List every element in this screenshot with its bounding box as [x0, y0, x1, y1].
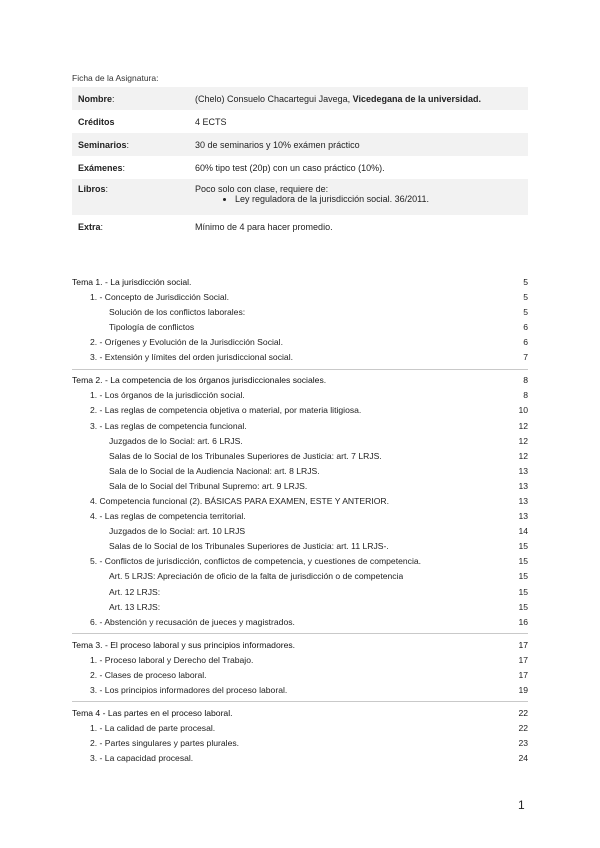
- toc-entry[interactable]: 3. - Las reglas de competencia funcional. 12: [90, 420, 528, 431]
- row-extra: [72, 215, 528, 238]
- toc-entry[interactable]: 1. - Concepto de Jurisdicción Social. 5: [90, 292, 528, 303]
- toc-entry[interactable]: Sala de lo Social del Tribunal Supremo: art. 9 LRJS. 13: [109, 480, 528, 491]
- toc-entry[interactable]: 3. - Extensión y límites del orden jurisdiccional social. 7: [90, 352, 528, 363]
- table-of-contents: [72, 275, 528, 766]
- row-creditos: [72, 110, 528, 133]
- toc-entry[interactable]: Salas de lo Social de los Tribunales Superiores de Justicia: art. 11 LRJS-. 15: [109, 541, 528, 552]
- toc-entry[interactable]: 4. Competencia funcional (2). BÁSICAS PARA EXAMEN, ESTE Y ANTERIOR. 13: [90, 496, 528, 506]
- row-seminarios: [72, 133, 528, 156]
- value-nombre: (Chelo) Consuelo Chacartegui Javega, Vicedegana de la universidad.: [189, 87, 528, 110]
- toc-entry[interactable]: Juzgados de lo Social: art. 6 LRJS. 12: [109, 435, 528, 446]
- toc-entry[interactable]: Tipología de conflictos 6: [109, 322, 528, 333]
- value-extra: Mínimo de 4 para hacer promedio.: [195, 221, 333, 232]
- row-nombre: [72, 87, 528, 110]
- toc-chapter-1[interactable]: Tema 1. - La jurisdicción social. 5: [72, 277, 528, 287]
- toc-entry[interactable]: Art. 5 LRJS: Apreciación de oficio de la falta de jurisdicción o de competencia 15: [109, 571, 528, 582]
- value-creditos: 4 ECTS: [195, 116, 227, 127]
- toc-entry[interactable]: 2. - Clases de proceso laboral. 17: [90, 669, 528, 680]
- label-seminarios: Seminarios:: [72, 133, 189, 156]
- toc-entry[interactable]: Solución de los conflictos laborales: 5: [109, 307, 528, 318]
- chapter-divider: [72, 633, 528, 634]
- row-examenes: [72, 156, 528, 179]
- chapter-divider: [72, 369, 528, 370]
- label-creditos: Créditos: [78, 116, 115, 127]
- toc-entry[interactable]: 1. - La calidad de parte procesal. 22: [90, 722, 528, 733]
- toc-entry[interactable]: 1. - Los órganos de la jurisdicción social. 8: [90, 390, 528, 401]
- toc-entry[interactable]: Sala de lo Social de la Audiencia Nacional: art. 8 LRJS. 13: [109, 465, 528, 476]
- toc-chapter-2[interactable]: Tema 2. - La competencia de los órganos jurisdiccionales sociales. 8: [72, 373, 528, 388]
- label-examenes: Exámenes:: [78, 162, 126, 173]
- value-examenes: 60% tipo test (20p) con un caso práctico (10%).: [195, 162, 385, 173]
- label-extra: Extra:: [78, 221, 104, 232]
- book-item: • Ley reguladora de la jurisdicción social. 36/2011.: [235, 194, 522, 204]
- toc-entry[interactable]: 2. - Orígenes y Evolución de la Jurisdicción Social. 6: [90, 337, 528, 348]
- toc-entry[interactable]: 3. - La capacidad procesal. 24: [90, 752, 528, 763]
- toc-entry[interactable]: Art. 13 LRJS: 15: [109, 601, 528, 612]
- toc-entry[interactable]: 4. - Las reglas de competencia territorial. 13: [90, 511, 528, 522]
- chapter-divider: [72, 701, 528, 702]
- toc-entry[interactable]: Art. 12 LRJS: 15: [109, 586, 528, 597]
- label-nombre: Nombre:: [72, 87, 189, 110]
- toc-entry[interactable]: Juzgados de lo Social: art. 10 LRJS 14: [109, 526, 528, 537]
- toc-entry[interactable]: 5. - Conflictos de jurisdicción, conflictos de competencia, y cuestiones de competencia. 15: [90, 556, 528, 567]
- book-list: [195, 194, 522, 204]
- toc-entry[interactable]: 2. - Partes singulares y partes plurales. 23: [90, 737, 528, 748]
- fiche-title: Ficha de la Asignatura:: [72, 73, 159, 83]
- toc-entry[interactable]: 3. - Los principios informadores del proceso laboral. 19: [90, 684, 528, 695]
- toc-entry[interactable]: 6. - Abstención y recusación de jueces y magistrados. 16: [90, 616, 528, 627]
- toc-chapter-3[interactable]: Tema 3. - El proceso laboral y sus principios informadores. 17: [72, 638, 528, 653]
- toc-entry[interactable]: Salas de lo Social de los Tribunales Superiores de Justicia: art. 7 LRJS. 12: [109, 450, 528, 461]
- value-seminarios: 30 de seminarios y 10% exámen práctico: [189, 133, 528, 156]
- course-info-table: [72, 87, 528, 238]
- toc-chapter-4[interactable]: Tema 4 - Las partes en el proceso laboral. 22: [72, 706, 528, 721]
- toc-entry[interactable]: 1. - Proceso laboral y Derecho del Trabajo. 17: [90, 654, 528, 665]
- value-libros: Poco solo con clase, requiere de: • Ley reguladora de la jurisdicción social. 36/2011.: [189, 179, 528, 215]
- toc-entry[interactable]: 2. - Las reglas de competencia objetiva o material, por materia litigiosa. 10: [90, 405, 528, 416]
- page-number: 1: [518, 798, 525, 812]
- label-libros: Libros:: [72, 179, 189, 215]
- row-libros: [72, 179, 528, 215]
